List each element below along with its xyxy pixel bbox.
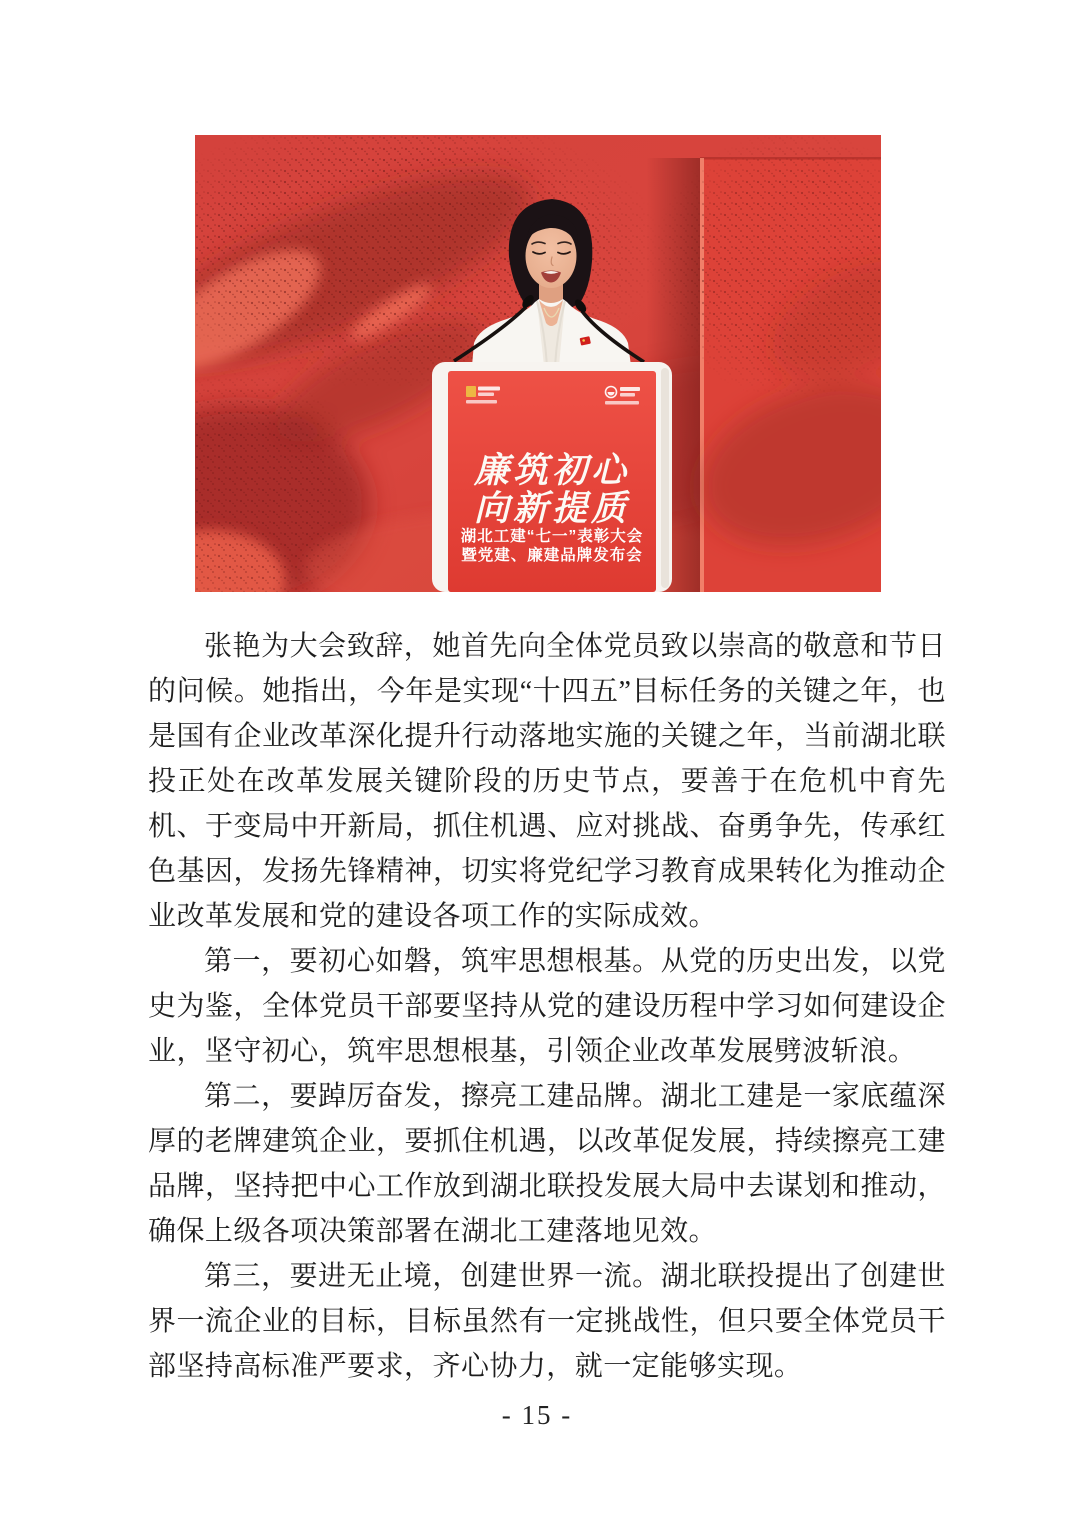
event-photo [195, 135, 881, 592]
event-photo-canvas [195, 135, 881, 592]
backdrop-side-panel [647, 135, 881, 592]
podium [432, 362, 672, 592]
podium-subtitle-line-2: 暨党建、廉建品牌发布会 [461, 547, 643, 564]
podium-calligraphy-line-1: 廉筑初心 [473, 450, 631, 491]
podium-calligraphy-line-2: 向新提质 [473, 488, 631, 529]
document-body [148, 624, 946, 1389]
paragraph-4: 第三，要进无止境，创建世界一流。湖北联投提出了创建世界一流企业的目标，目标虽然有一定挑战性，但只要全体党员干部坚持高标准严要求，齐心协力，就一定能够实现。 [148, 1261, 946, 1382]
paragraph-1: 张艳为大会致辞，她首先向全体党员致以崇高的敬意和节日的问候。她指出，今年是实现“十四五”目标任务的关键之年，也是国有企业改革深化提升行动落地实施的关键之年，当前湖北联投正处在改革发展关键阶段的历史节点，要善于在危机中育先机、于变局中开新局，抓住机遇、应对挑战、奋勇争先，传承红色基因，发扬先锋精神，切实将党纪学习教育成果转化为推动企业改革发展和党的建设各项工作的实际成效。 [148, 631, 946, 932]
paragraph-3: 第二，要踔厉奋发，擦亮工建品牌。湖北工建是一家底蕴深厚的老牌建筑企业，要抓住机遇，以改革促发展，持续擦亮工建品牌，坚持把中心工作放到湖北联投发展大局中去谋划和推动，确保上级各项决策部署在湖北工建落地见效。 [148, 1081, 946, 1247]
paragraph-2: 第一，要初心如磐，筑牢思想根基。从党的历史出发，以党史为鉴，全体党员干部要坚持从党的建设历程中学习如何建设企业，坚守初心，筑牢思想根基，引领企业改革发展劈波斩浪。 [148, 946, 946, 1067]
podium-subtitle-line-1: 湖北工建“七一”表彰大会 [460, 528, 644, 545]
page-number: - 15 - [501, 1400, 573, 1430]
